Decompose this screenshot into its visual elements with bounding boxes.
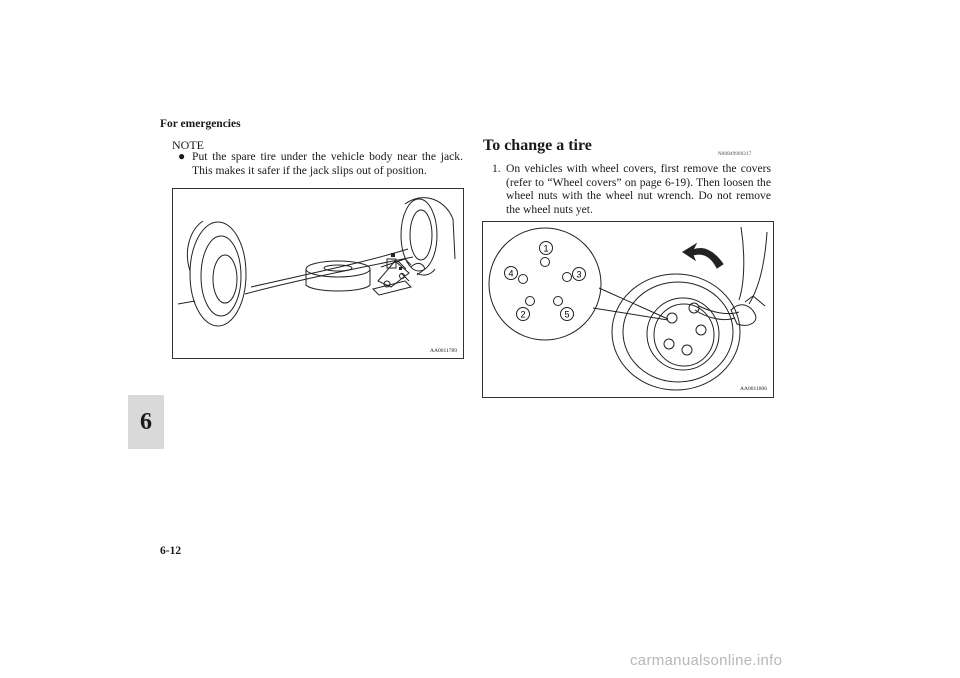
jack-illustration — [172, 188, 464, 359]
note-item — [180, 150, 463, 177]
svg-text:1: 1 — [543, 243, 549, 254]
svg-text:2: 2 — [520, 309, 526, 320]
step-number: 1. — [492, 162, 501, 175]
note-label: NOTE — [172, 138, 204, 152]
note-text: Put the spare tire under the vehicle body near the jack. This makes it safer if the jack slips out of position. — [192, 150, 463, 177]
bullet-icon: ● — [178, 149, 186, 163]
rotation-arrow-icon — [683, 244, 723, 268]
svg-text:3: 3 — [576, 269, 582, 280]
figure-label: AA0011789 — [430, 348, 457, 354]
nut-marker-1 — [540, 242, 553, 255]
step-text: On vehicles with wheel covers, first remove the covers (refer to “Wheel covers” on page 6-19). Then loosen the wheel nuts with the wheel nut wrench. Do not remove the wheel nuts yet. — [506, 162, 771, 216]
nut-marker-3 — [573, 268, 586, 281]
nut-order-markers — [505, 242, 586, 321]
nut-marker-5 — [561, 308, 574, 321]
section-heading: To change a tire — [483, 137, 592, 154]
step-item — [492, 162, 771, 216]
section-title: For emergencies — [160, 118, 241, 130]
wheel-drawing — [483, 222, 773, 397]
svg-text:5: 5 — [564, 309, 570, 320]
nut-marker-4 — [505, 267, 518, 280]
figure-label: AA0011806 — [740, 386, 767, 392]
svg-text:4: 4 — [508, 268, 514, 279]
nut-marker-2 — [517, 308, 530, 321]
chapter-number: 6 — [140, 408, 152, 435]
page-number: 6-12 — [160, 545, 182, 557]
reference-code: N00849900317 — [718, 152, 752, 157]
footer-watermark[interactable]: carmanualsonline.info — [630, 652, 783, 669]
chapter-tab[interactable] — [128, 395, 164, 449]
jack-drawing — [173, 189, 463, 358]
wheel-nut-illustration — [482, 221, 774, 398]
